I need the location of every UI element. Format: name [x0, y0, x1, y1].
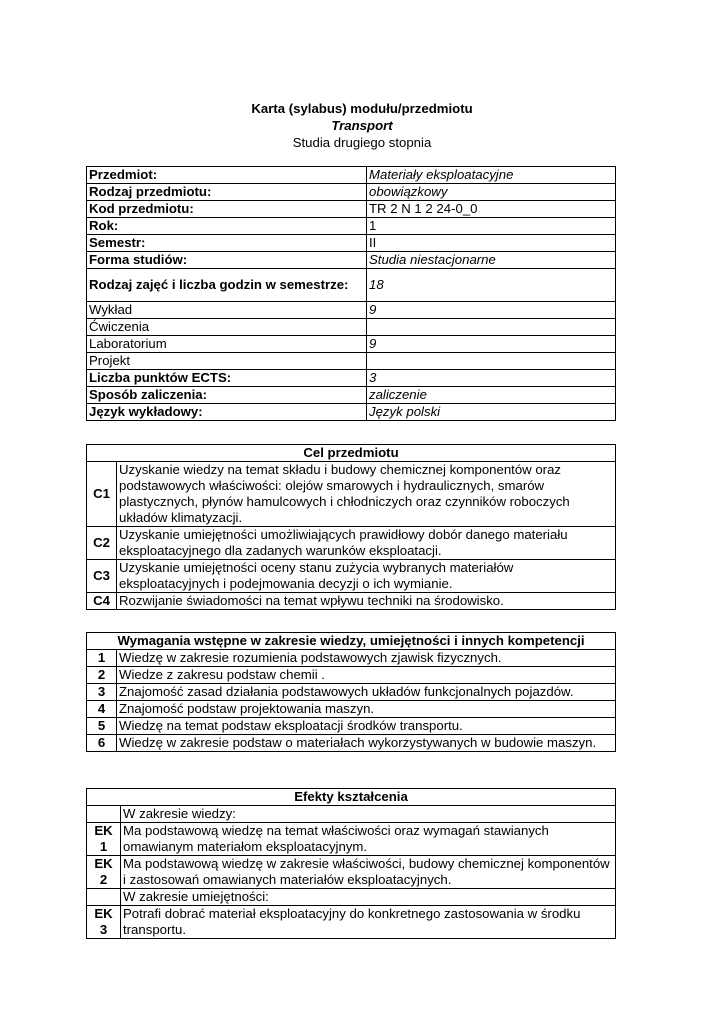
study-level: Studia drugiego stopnia	[292, 135, 432, 150]
prerequisite-text: Wiedzę w zakresie podstaw o materiałach wykorzystywanych w budowie maszyn.	[117, 735, 616, 752]
info-value: zaliczenie	[367, 387, 616, 404]
table-row	[87, 560, 616, 593]
section-skills: W zakresie umiejętności:	[121, 889, 616, 906]
info-label: Wykład	[87, 302, 367, 319]
prerequisite-number: 5	[87, 718, 117, 735]
table-row	[87, 906, 616, 939]
info-value: 1	[367, 218, 616, 235]
objective-text: Uzyskanie umiejętności oceny stanu zużycia wybranych materiałów eksploatacyjnych i podejmowania decyzji o ich wymianie.	[117, 560, 616, 593]
objective-text: Uzyskanie wiedzy na temat składu i budowy chemicznej komponentów oraz podstawowych właściwości: olejów smarowych i hydraulicznych, smarów plastycznych, płynów hamulcowych i chłodniczych oraz czynników roboczych układów klimatyzacji.	[117, 462, 616, 527]
info-label: Semestr:	[87, 235, 367, 252]
prerequisite-text: Znajomość zasad działania podstawowych układów funkcjonalnych pojazdów.	[117, 684, 616, 701]
table-row	[87, 336, 616, 353]
table-row	[87, 167, 616, 184]
info-value: 9	[367, 302, 616, 319]
info-value: Studia niestacjonarne	[367, 252, 616, 269]
info-label: Liczba punktów ECTS:	[87, 370, 367, 387]
table-row	[87, 718, 616, 735]
info-label: Przedmiot:	[87, 167, 367, 184]
objectives-title: Cel przedmiotu	[87, 445, 616, 462]
prerequisites-title: Wymagania wstępne w zakresie wiedzy, umiejętności i innych kompetencji	[87, 633, 616, 650]
table-row	[87, 462, 616, 527]
table-row	[87, 701, 616, 718]
objective-text: Rozwijanie świadomości na temat wpływu techniki na środowisko.	[117, 593, 616, 610]
outcome-code: EK 3	[87, 906, 121, 939]
table-row	[87, 823, 616, 856]
empty-cell	[87, 806, 121, 823]
outcome-code: EK 1	[87, 823, 121, 856]
table-row	[87, 184, 616, 201]
outcome-code: EK 2	[87, 856, 121, 889]
info-label: Rok:	[87, 218, 367, 235]
table-row	[87, 252, 616, 269]
info-value: 18	[367, 269, 616, 302]
table-row	[87, 387, 616, 404]
prerequisites-table	[86, 632, 616, 752]
outcome-text: Potrafi dobrać materiał eksploatacyjny do konkretnego zastosowania w środku transportu.	[121, 906, 616, 939]
document-header	[0, 100, 724, 151]
prerequisite-text: Wiedzę w zakresie rozumienia podstawowych zjawisk fizycznych.	[117, 650, 616, 667]
table-row	[87, 319, 616, 336]
table-row	[87, 667, 616, 684]
table-row	[87, 404, 616, 421]
table-row	[87, 269, 616, 302]
table-row	[87, 201, 616, 218]
course-objectives-table	[86, 444, 616, 610]
info-label: Ćwiczenia	[87, 319, 367, 336]
info-label: Język wykładowy:	[87, 404, 367, 421]
info-value: 3	[367, 370, 616, 387]
info-value	[367, 319, 616, 336]
card-title: Karta (sylabus) modułu/przedmiotu	[251, 101, 473, 116]
info-value: Język polski	[367, 404, 616, 421]
table-row	[87, 593, 616, 610]
learning-outcomes-table	[86, 788, 616, 939]
info-value: 9	[367, 336, 616, 353]
table-row	[87, 527, 616, 560]
prerequisite-number: 6	[87, 735, 117, 752]
outcome-text: Ma podstawową wiedzę na temat właściwości oraz wymagań stawianych omawianym materiałom eksploatacyjnym.	[121, 823, 616, 856]
prerequisite-number: 2	[87, 667, 117, 684]
table-row	[87, 235, 616, 252]
prerequisite-text: Wiedze z zakresu podstaw chemii .	[117, 667, 616, 684]
prerequisite-text: Wiedzę na temat podstaw eksploatacji środków transportu.	[117, 718, 616, 735]
info-value: II	[367, 235, 616, 252]
prerequisite-number: 1	[87, 650, 117, 667]
info-label: Rodzaj zajęć i liczba godzin w semestrze:	[87, 269, 367, 302]
table-row	[87, 856, 616, 889]
objective-text: Uzyskanie umiejętności umożliwiających prawidłowy dobór danego materiału eksploatacyjnego dla zadanych warunków eksploatacji.	[117, 527, 616, 560]
table-row	[87, 218, 616, 235]
objective-code: C4	[87, 593, 117, 610]
info-label: Kod przedmiotu:	[87, 201, 367, 218]
table-row	[87, 735, 616, 752]
table-row	[87, 370, 616, 387]
empty-cell	[87, 889, 121, 906]
info-label: Laboratorium	[87, 336, 367, 353]
field-title: Transport	[331, 118, 393, 133]
table-row	[87, 684, 616, 701]
prerequisite-number: 3	[87, 684, 117, 701]
prerequisite-number: 4	[87, 701, 117, 718]
course-info-table	[86, 166, 616, 421]
outcomes-title: Efekty kształcenia	[87, 789, 616, 806]
objective-code: C3	[87, 560, 117, 593]
info-value: Materiały eksploatacyjne	[367, 167, 616, 184]
table-row	[87, 302, 616, 319]
info-label: Sposób zaliczenia:	[87, 387, 367, 404]
info-value: TR 2 N 1 2 24-0_0	[367, 201, 616, 218]
info-value	[367, 353, 616, 370]
info-label: Rodzaj przedmiotu:	[87, 184, 367, 201]
info-label: Projekt	[87, 353, 367, 370]
table-row	[87, 650, 616, 667]
outcome-text: Ma podstawową wiedzę w zakresie właściwości, budowy chemicznej komponentów i zastosowań omawianych materiałów eksploatacyjnych.	[121, 856, 616, 889]
table-row	[87, 353, 616, 370]
info-value: obowiązkowy	[367, 184, 616, 201]
section-knowledge: W zakresie wiedzy:	[121, 806, 616, 823]
objective-code: C2	[87, 527, 117, 560]
objective-code: C1	[87, 462, 117, 527]
prerequisite-text: Znajomość podstaw projektowania maszyn.	[117, 701, 616, 718]
info-label: Forma studiów:	[87, 252, 367, 269]
